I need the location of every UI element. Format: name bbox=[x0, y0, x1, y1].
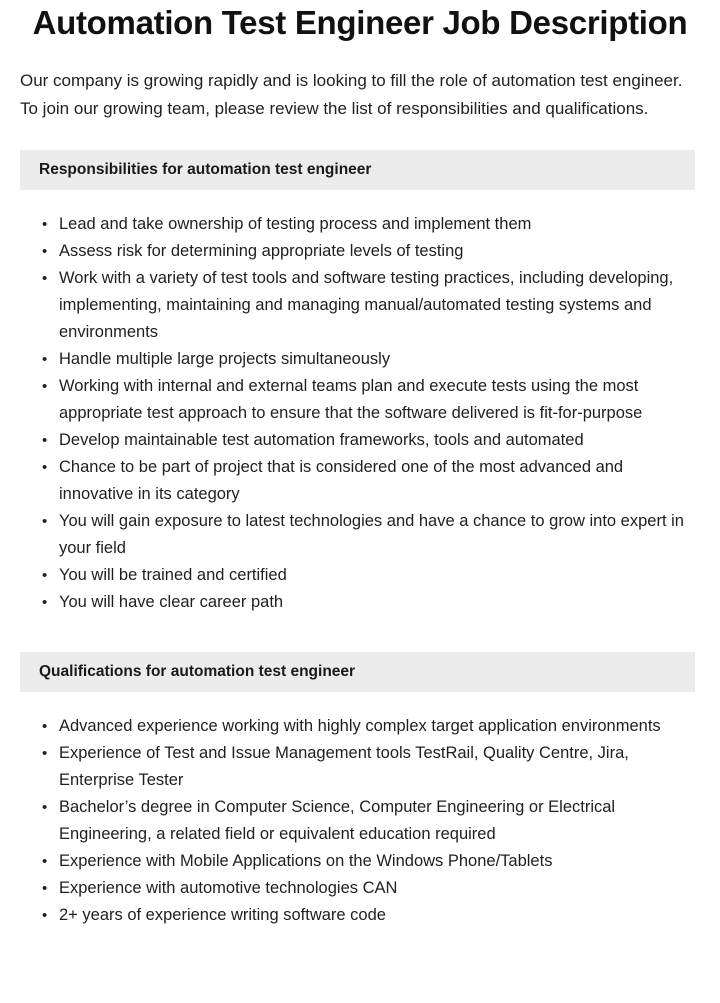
list-item: • You will be trained and certified bbox=[42, 562, 700, 589]
section-header-responsibilities: Responsibilities for automation test engineer bbox=[20, 150, 695, 190]
list-item: • Lead and take ownership of testing process and implement them bbox=[42, 211, 700, 238]
list-item: • Experience with Mobile Applications on the Windows Phone/Tablets bbox=[42, 848, 700, 875]
list-item: • You will have clear career path bbox=[42, 589, 700, 616]
list-item: • Develop maintainable test automation frameworks, tools and automated bbox=[42, 427, 700, 454]
list-item: • Handle multiple large projects simultaneously bbox=[42, 346, 700, 373]
list-item: • Experience of Test and Issue Management tools TestRail, Quality Centre, Jira, Enterprise Tester bbox=[42, 740, 700, 794]
page-title: Automation Test Engineer Job Description bbox=[32, 4, 688, 41]
list-item: • Assess risk for determining appropriate levels of testing bbox=[42, 238, 700, 265]
list-item: • Work with a variety of test tools and software testing practices, including developing, implementing, maintaining and managing manual/automated testing systems and environments bbox=[42, 265, 700, 346]
list-item: • You will gain exposure to latest technologies and have a chance to grow into expert in your field bbox=[42, 508, 700, 562]
list-item: • Bachelor’s degree in Computer Science, Computer Engineering or Electrical Engineering, a related field or equivalent education required bbox=[42, 794, 700, 848]
list-item: • Advanced experience working with highly complex target application environments bbox=[42, 713, 700, 740]
list-item: • 2+ years of experience writing software code bbox=[42, 902, 700, 929]
responsibilities-list bbox=[0, 190, 720, 616]
intro-paragraph: Our company is growing rapidly and is looking to fill the role of automation test engineer. To join our growing team, please review the list of responsibilities and qualifications. bbox=[20, 71, 683, 118]
list-item: • Experience with automotive technologies CAN bbox=[42, 875, 700, 902]
list-item: • Working with internal and external teams plan and execute tests using the most appropriate test approach to ensure that the software delivered is fit-for-purpose bbox=[42, 373, 700, 427]
qualifications-list bbox=[0, 692, 720, 929]
section-header-qualifications: Qualifications for automation test engineer bbox=[20, 652, 695, 692]
list-item: • Chance to be part of project that is considered one of the most advanced and innovative in its category bbox=[42, 454, 700, 508]
section-responsibilities bbox=[0, 150, 720, 616]
section-qualifications bbox=[0, 652, 720, 929]
